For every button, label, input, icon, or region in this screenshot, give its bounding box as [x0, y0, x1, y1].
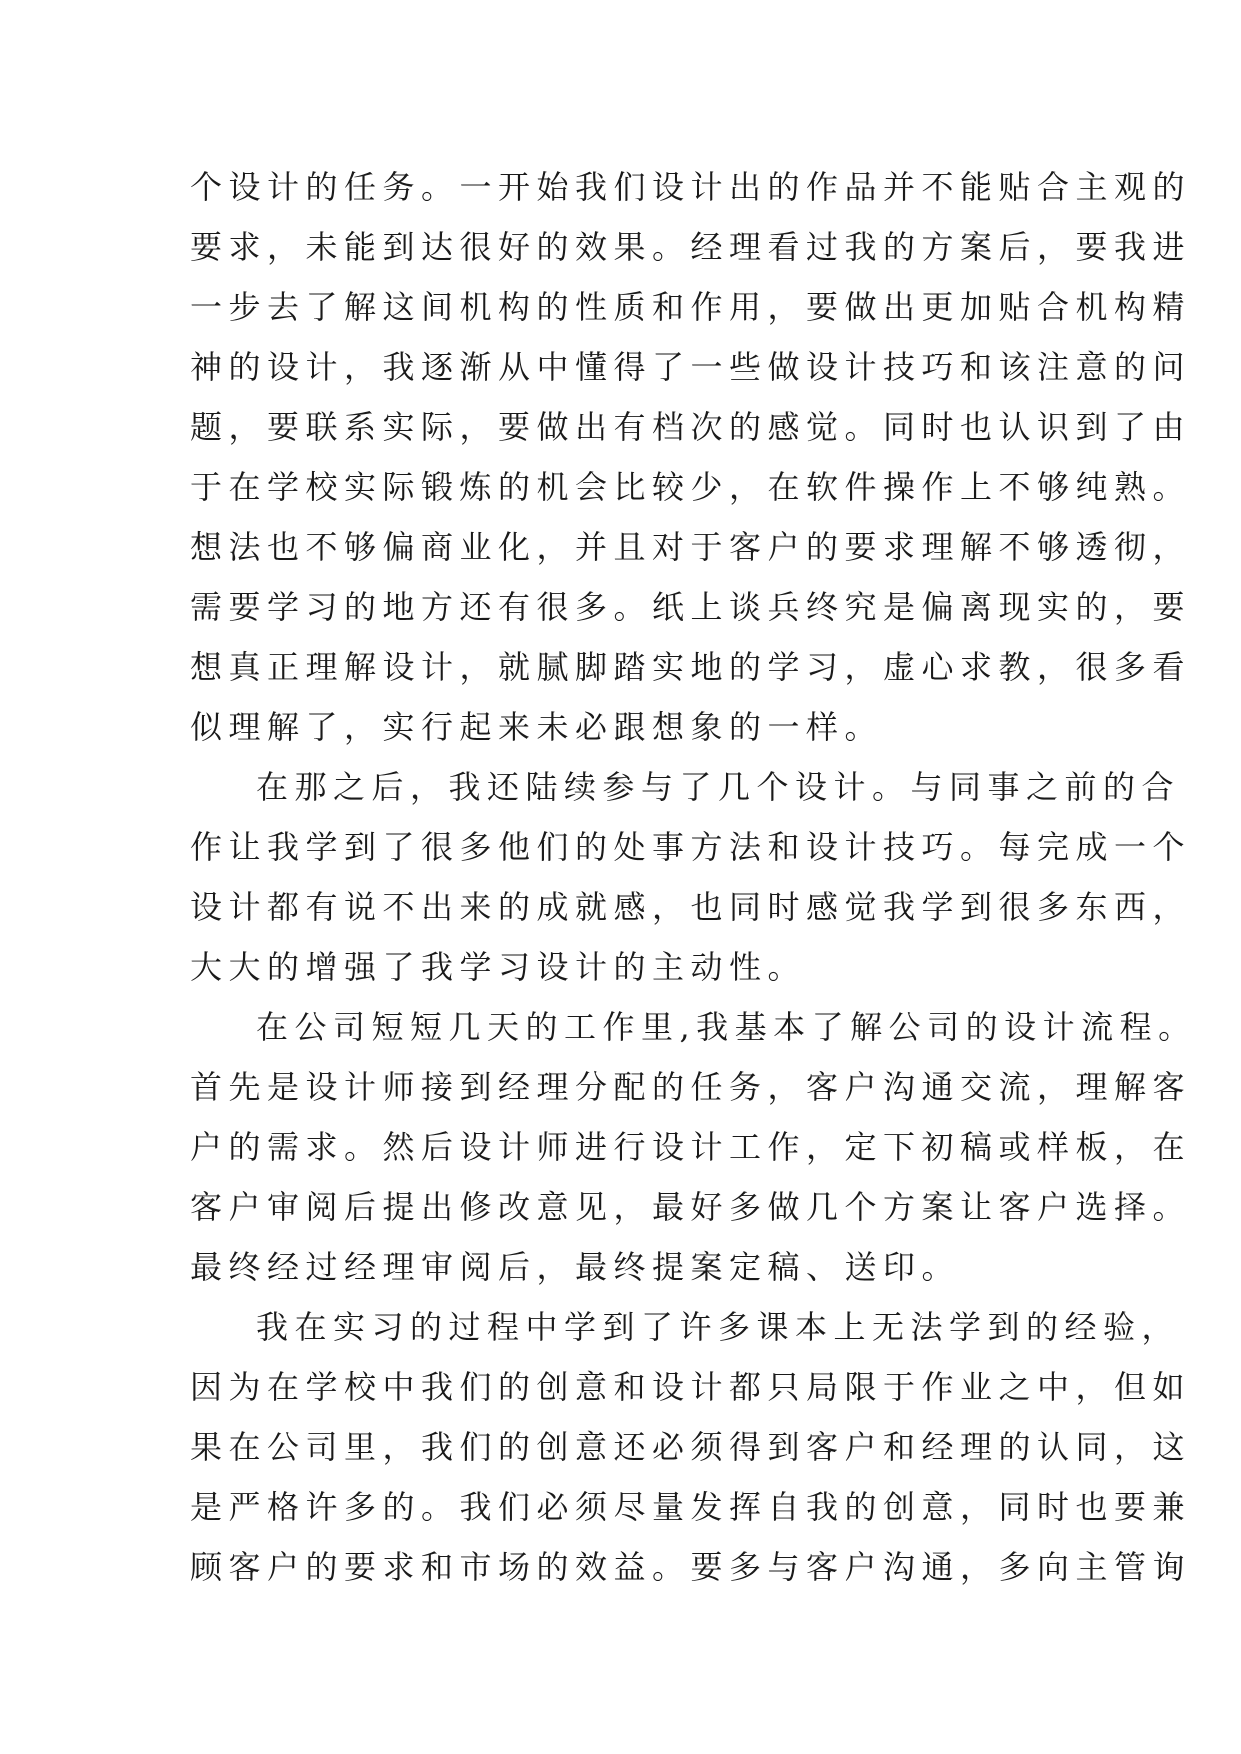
text-line: 设计都有说不出来的成就感，也同时感觉我学到很多东西，: [190, 888, 1192, 926]
text-line: 作让我学到了很多他们的处事方法和设计技巧。每完成一个: [190, 828, 1192, 866]
text-line: 是严格许多的。我们必须尽量发挥自我的创意，同时也要兼: [190, 1488, 1192, 1526]
paragraph-start-line: 我在实习的过程中学到了许多课本上无法学到的经验，: [256, 1308, 1181, 1346]
text-line: 最终经过经理审阅后，最终提案定稿、送印。: [190, 1248, 961, 1286]
text-line: 想真正理解设计，就腻脚踏实地的学习，虚心求教，很多看: [190, 648, 1192, 686]
text-line: 果在公司里，我们的创意还必须得到客户和经理的认同，这: [190, 1428, 1192, 1466]
text-line: 想法也不够偏商业化，并且对于客户的要求理解不够透彻，: [190, 528, 1192, 566]
text-line: 大大的增强了我学习设计的主动性。: [190, 948, 807, 986]
text-line: 个设计的任务。一开始我们设计出的作品并不能贴合主观的: [190, 168, 1192, 206]
text-line: 要求，未能到达很好的效果。经理看过我的方案后，要我进: [190, 228, 1192, 266]
text-line: 顾客户的要求和市场的效益。要多与客户沟通，多向主管询: [190, 1548, 1192, 1586]
paragraph-start-line: 在公司短短几天的工作里,我基本了解公司的设计流程。: [256, 1008, 1197, 1046]
text-line: 似理解了，实行起来未必跟想象的一样。: [190, 708, 884, 746]
text-line: 需要学习的地方还有很多。纸上谈兵终究是偏离现实的，要: [190, 588, 1192, 626]
paragraph-start-line: 在那之后，我还陆续参与了几个设计。与同事之前的合: [256, 768, 1181, 806]
body-text: [190, 157, 1197, 1597]
text-line: 一步去了解这间机构的性质和作用，要做出更加贴合机构精: [190, 288, 1192, 326]
text-line: 题，要联系实际，要做出有档次的感觉。同时也认识到了由: [190, 408, 1192, 446]
text-line: 客户审阅后提出修改意见，最好多做几个方案让客户选择。: [190, 1188, 1192, 1226]
text-line: 因为在学校中我们的创意和设计都只局限于作业之中，但如: [190, 1368, 1192, 1406]
text-line: 户的需求。然后设计师进行设计工作，定下初稿或样板，在: [190, 1128, 1192, 1166]
text-line: 神的设计，我逐渐从中懂得了一些做设计技巧和该注意的问: [190, 348, 1192, 386]
text-line: 于在学校实际锻炼的机会比较少，在软件操作上不够纯熟。: [190, 468, 1192, 506]
text-line: 首先是设计师接到经理分配的任务，客户沟通交流，理解客: [190, 1068, 1192, 1106]
